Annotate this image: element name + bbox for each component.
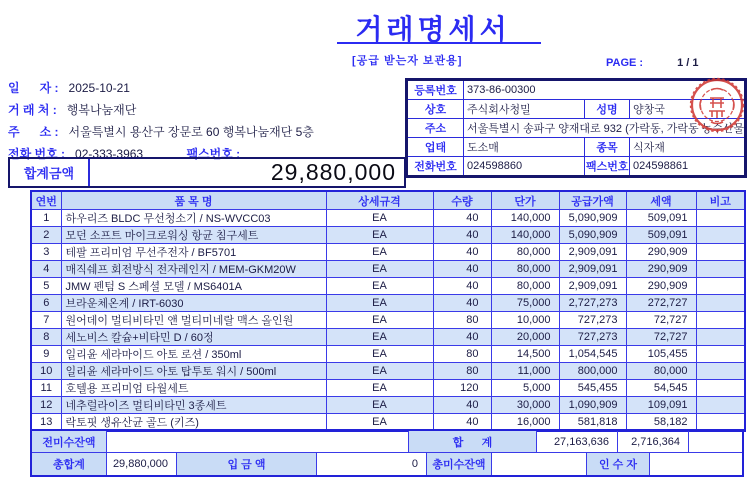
item-unit-price: 80,000 [491, 244, 559, 261]
supplier-address-row [407, 119, 746, 138]
item-unit-price: 11,000 [491, 363, 559, 380]
table-row [31, 363, 745, 380]
item-supply-amount: 581,818 [559, 414, 626, 432]
table-row [31, 380, 745, 397]
page-label: PAGE : [606, 57, 644, 69]
company-value: 주식회사청밀 [464, 100, 585, 119]
item-no: 1 [31, 210, 61, 227]
table-row [31, 329, 745, 346]
item-spec: EA [326, 346, 433, 363]
item-no: 10 [31, 363, 61, 380]
receiver-value [650, 453, 742, 475]
prev-balance-value [107, 431, 409, 453]
item-unit-price: 30,000 [491, 397, 559, 414]
item-no: 4 [31, 261, 61, 278]
item-qty: 80 [433, 346, 491, 363]
supplier-tel-value: 024598860 [464, 157, 585, 177]
item-no: 5 [31, 278, 61, 295]
item-qty: 40 [433, 244, 491, 261]
table-row [31, 227, 745, 244]
col-header-spec: 상세규격 [326, 191, 433, 210]
supplier-tel-row [407, 157, 746, 177]
table-row [31, 346, 745, 363]
table-row [31, 278, 745, 295]
item-no: 7 [31, 312, 61, 329]
supplier-address-value: 서울특별시 송파구 양재대로 932 (가락동, 가락동 농수산물 [464, 119, 746, 138]
page-indicator [606, 57, 698, 69]
table-row [31, 312, 745, 329]
item-name: 일리윤 세라마이드 아토 로션 / 350ml [61, 346, 326, 363]
item-name: 락토핏 생유산균 골드 (키즈) [61, 414, 326, 432]
biz-type-label: 업태 [407, 138, 464, 157]
item-unit-price: 10,000 [491, 312, 559, 329]
biz-item-label: 종목 [585, 138, 630, 157]
items-body [31, 210, 745, 432]
item-note [696, 295, 745, 312]
item-unit-price: 5,000 [491, 380, 559, 397]
supplier-name-row [407, 100, 746, 119]
item-supply-amount: 727,273 [559, 312, 626, 329]
item-unit-price: 80,000 [491, 278, 559, 295]
item-note [696, 346, 745, 363]
supplier-info-box [405, 78, 744, 178]
item-qty: 40 [433, 210, 491, 227]
address-label: 주 소 : [8, 125, 59, 139]
table-row [31, 295, 745, 312]
item-supply-amount: 2,909,091 [559, 261, 626, 278]
item-name: JMW 펜텀 S 스페셜 모델 / MS6401A [61, 278, 326, 295]
col-header-qty: 수량 [433, 191, 491, 210]
grand-total-value: 29,880,000 [107, 453, 177, 475]
item-supply-amount: 5,090,909 [559, 210, 626, 227]
supplier-fax-value: 024598861 [630, 157, 746, 177]
col-header-unit-price: 단가 [491, 191, 559, 210]
subtotal-row [32, 431, 742, 453]
item-name: 매직쉐프 회전방식 전자레인지 / MEM-GKM20W [61, 261, 326, 278]
totals-footer [30, 429, 744, 477]
item-tax: 105,455 [626, 346, 696, 363]
reg-no-value: 373-86-00300 [464, 80, 746, 100]
supplier-biz-row [407, 138, 746, 157]
balance-label: 총미수잔액 [427, 453, 492, 475]
item-qty: 40 [433, 227, 491, 244]
item-no: 6 [31, 295, 61, 312]
grand-total-label: 총합계 [32, 453, 107, 475]
item-name: 하우리즈 BLDC 무선청소기 / NS-WVCC03 [61, 210, 326, 227]
supplier-fax-label: 팩스번호 [585, 157, 630, 177]
item-tax: 509,091 [626, 210, 696, 227]
items-header-row [31, 191, 745, 210]
biz-type-value: 도소매 [464, 138, 585, 157]
item-note [696, 244, 745, 261]
col-header-item-name: 품 목 명 [61, 191, 326, 210]
item-note [696, 278, 745, 295]
col-header-tax: 세액 [626, 191, 696, 210]
item-note [696, 329, 745, 346]
date-value: 2025-10-21 [68, 81, 130, 95]
table-row [31, 397, 745, 414]
client-label: 거 래 처 : [8, 103, 57, 117]
col-header-note: 비고 [696, 191, 745, 210]
page-number: 1 / 1 [677, 57, 699, 69]
item-no: 2 [31, 227, 61, 244]
biz-item-value: 식자재 [630, 138, 746, 157]
item-supply-amount: 545,455 [559, 380, 626, 397]
balance-value [492, 453, 587, 475]
item-unit-price: 140,000 [491, 210, 559, 227]
copy-type-label: [공급 받는자 보관용] [352, 55, 463, 67]
sum-note-cell [689, 431, 742, 453]
item-qty: 80 [433, 363, 491, 380]
deposit-label: 입 금 액 [177, 453, 317, 475]
col-header-no: 연번 [31, 191, 61, 210]
supplier-tel-label: 전화번호 [407, 157, 464, 177]
item-qty: 40 [433, 261, 491, 278]
item-note [696, 312, 745, 329]
table-row [31, 210, 745, 227]
item-qty: 40 [433, 414, 491, 432]
item-qty: 80 [433, 312, 491, 329]
item-no: 12 [31, 397, 61, 414]
item-no: 11 [31, 380, 61, 397]
ceo-label: 성명 [585, 100, 630, 119]
item-spec: EA [326, 312, 433, 329]
item-name: 호텔용 프리미엄 타월세트 [61, 380, 326, 397]
item-no: 9 [31, 346, 61, 363]
item-supply-amount: 800,000 [559, 363, 626, 380]
item-tax: 58,182 [626, 414, 696, 432]
total-amount-box [8, 157, 406, 188]
item-tax: 72,727 [626, 329, 696, 346]
item-spec: EA [326, 380, 433, 397]
item-name: 테팔 프리미엄 무선주전자 / BF5701 [61, 244, 326, 261]
item-unit-price: 140,000 [491, 227, 559, 244]
item-name: 일리윤 세라마이드 아토 탑투토 워시 / 500ml [61, 363, 326, 380]
total-amount-label: 합계금액 [10, 159, 90, 186]
address-value: 서울특별시 용산구 장문로 60 행복나눔재단 5층 [68, 125, 314, 139]
item-spec: EA [326, 210, 433, 227]
phone-value: 02-333-3963 [75, 147, 144, 161]
supplier-reg-row [407, 80, 746, 100]
item-supply-amount: 5,090,909 [559, 227, 626, 244]
item-supply-amount: 2,727,273 [559, 295, 626, 312]
table-row [31, 261, 745, 278]
item-unit-price: 16,000 [491, 414, 559, 432]
item-name: 원어데이 멀티비타민 앤 멀티미네랄 맥스 올인원 [61, 312, 326, 329]
item-qty: 40 [433, 278, 491, 295]
buyer-date-line [8, 79, 130, 96]
deposit-value: 0 [317, 453, 427, 475]
item-supply-amount: 2,909,091 [559, 244, 626, 261]
item-spec: EA [326, 414, 433, 432]
item-spec: EA [326, 278, 433, 295]
item-tax: 54,545 [626, 380, 696, 397]
item-tax: 290,909 [626, 261, 696, 278]
supplier-address-label: 주소 [407, 119, 464, 138]
item-unit-price: 75,000 [491, 295, 559, 312]
item-note [696, 261, 745, 278]
supply-total-value: 27,163,636 [537, 431, 618, 453]
item-name: 모던 소프트 마이크로워싱 항균 침구세트 [61, 227, 326, 244]
item-qty: 40 [433, 397, 491, 414]
item-no: 13 [31, 414, 61, 432]
item-spec: EA [326, 329, 433, 346]
phone-label: 전화 번호 : [8, 147, 66, 161]
client-value: 행복나눔재단 [66, 103, 137, 117]
item-note [696, 397, 745, 414]
table-row [31, 244, 745, 261]
item-supply-amount: 1,090,909 [559, 397, 626, 414]
item-tax: 290,909 [626, 244, 696, 261]
item-tax: 80,000 [626, 363, 696, 380]
prev-balance-label: 전미수잔액 [32, 431, 107, 453]
sum-label: 합 계 [409, 431, 537, 453]
fax-label: 팩스번호 : [186, 147, 241, 161]
item-spec: EA [326, 227, 433, 244]
item-note [696, 363, 745, 380]
item-unit-price: 80,000 [491, 261, 559, 278]
buyer-address-line [8, 123, 314, 140]
page-title: 거래명세서 [355, 14, 511, 45]
item-unit-price: 20,000 [491, 329, 559, 346]
date-label: 일 자 : [8, 81, 59, 95]
item-spec: EA [326, 244, 433, 261]
receiver-label: 인 수 자 [587, 453, 650, 475]
item-qty: 40 [433, 295, 491, 312]
item-unit-price: 14,500 [491, 346, 559, 363]
item-note [696, 380, 745, 397]
item-no: 3 [31, 244, 61, 261]
item-tax: 72,727 [626, 312, 696, 329]
item-note [696, 210, 745, 227]
item-name: 세노비스 칼슘+비타민 D / 60정 [61, 329, 326, 346]
ceo-value: 양창국 [630, 100, 746, 119]
items-table [30, 190, 746, 432]
company-label: 상호 [407, 100, 464, 119]
item-tax: 272,727 [626, 295, 696, 312]
item-supply-amount: 727,273 [559, 329, 626, 346]
item-spec: EA [326, 397, 433, 414]
item-tax: 290,909 [626, 278, 696, 295]
item-supply-amount: 2,909,091 [559, 278, 626, 295]
grand-total-row [32, 453, 742, 475]
item-tax: 109,091 [626, 397, 696, 414]
buyer-client-line [8, 101, 136, 118]
item-tax: 509,091 [626, 227, 696, 244]
item-name: 네추럴라이즈 멀티비타민 3종세트 [61, 397, 326, 414]
tax-total-value: 2,716,364 [618, 431, 689, 453]
reg-no-label: 등록번호 [407, 80, 464, 100]
total-amount-value: 29,880,000 [270, 159, 396, 185]
col-header-supply-amount: 공급가액 [559, 191, 626, 210]
item-name: 브라운체온계 / IRT-6030 [61, 295, 326, 312]
item-supply-amount: 1,054,545 [559, 346, 626, 363]
item-no: 8 [31, 329, 61, 346]
item-spec: EA [326, 261, 433, 278]
title-underline [337, 42, 541, 44]
item-qty: 40 [433, 329, 491, 346]
item-spec: EA [326, 295, 433, 312]
item-spec: EA [326, 363, 433, 380]
item-note [696, 227, 745, 244]
item-qty: 120 [433, 380, 491, 397]
